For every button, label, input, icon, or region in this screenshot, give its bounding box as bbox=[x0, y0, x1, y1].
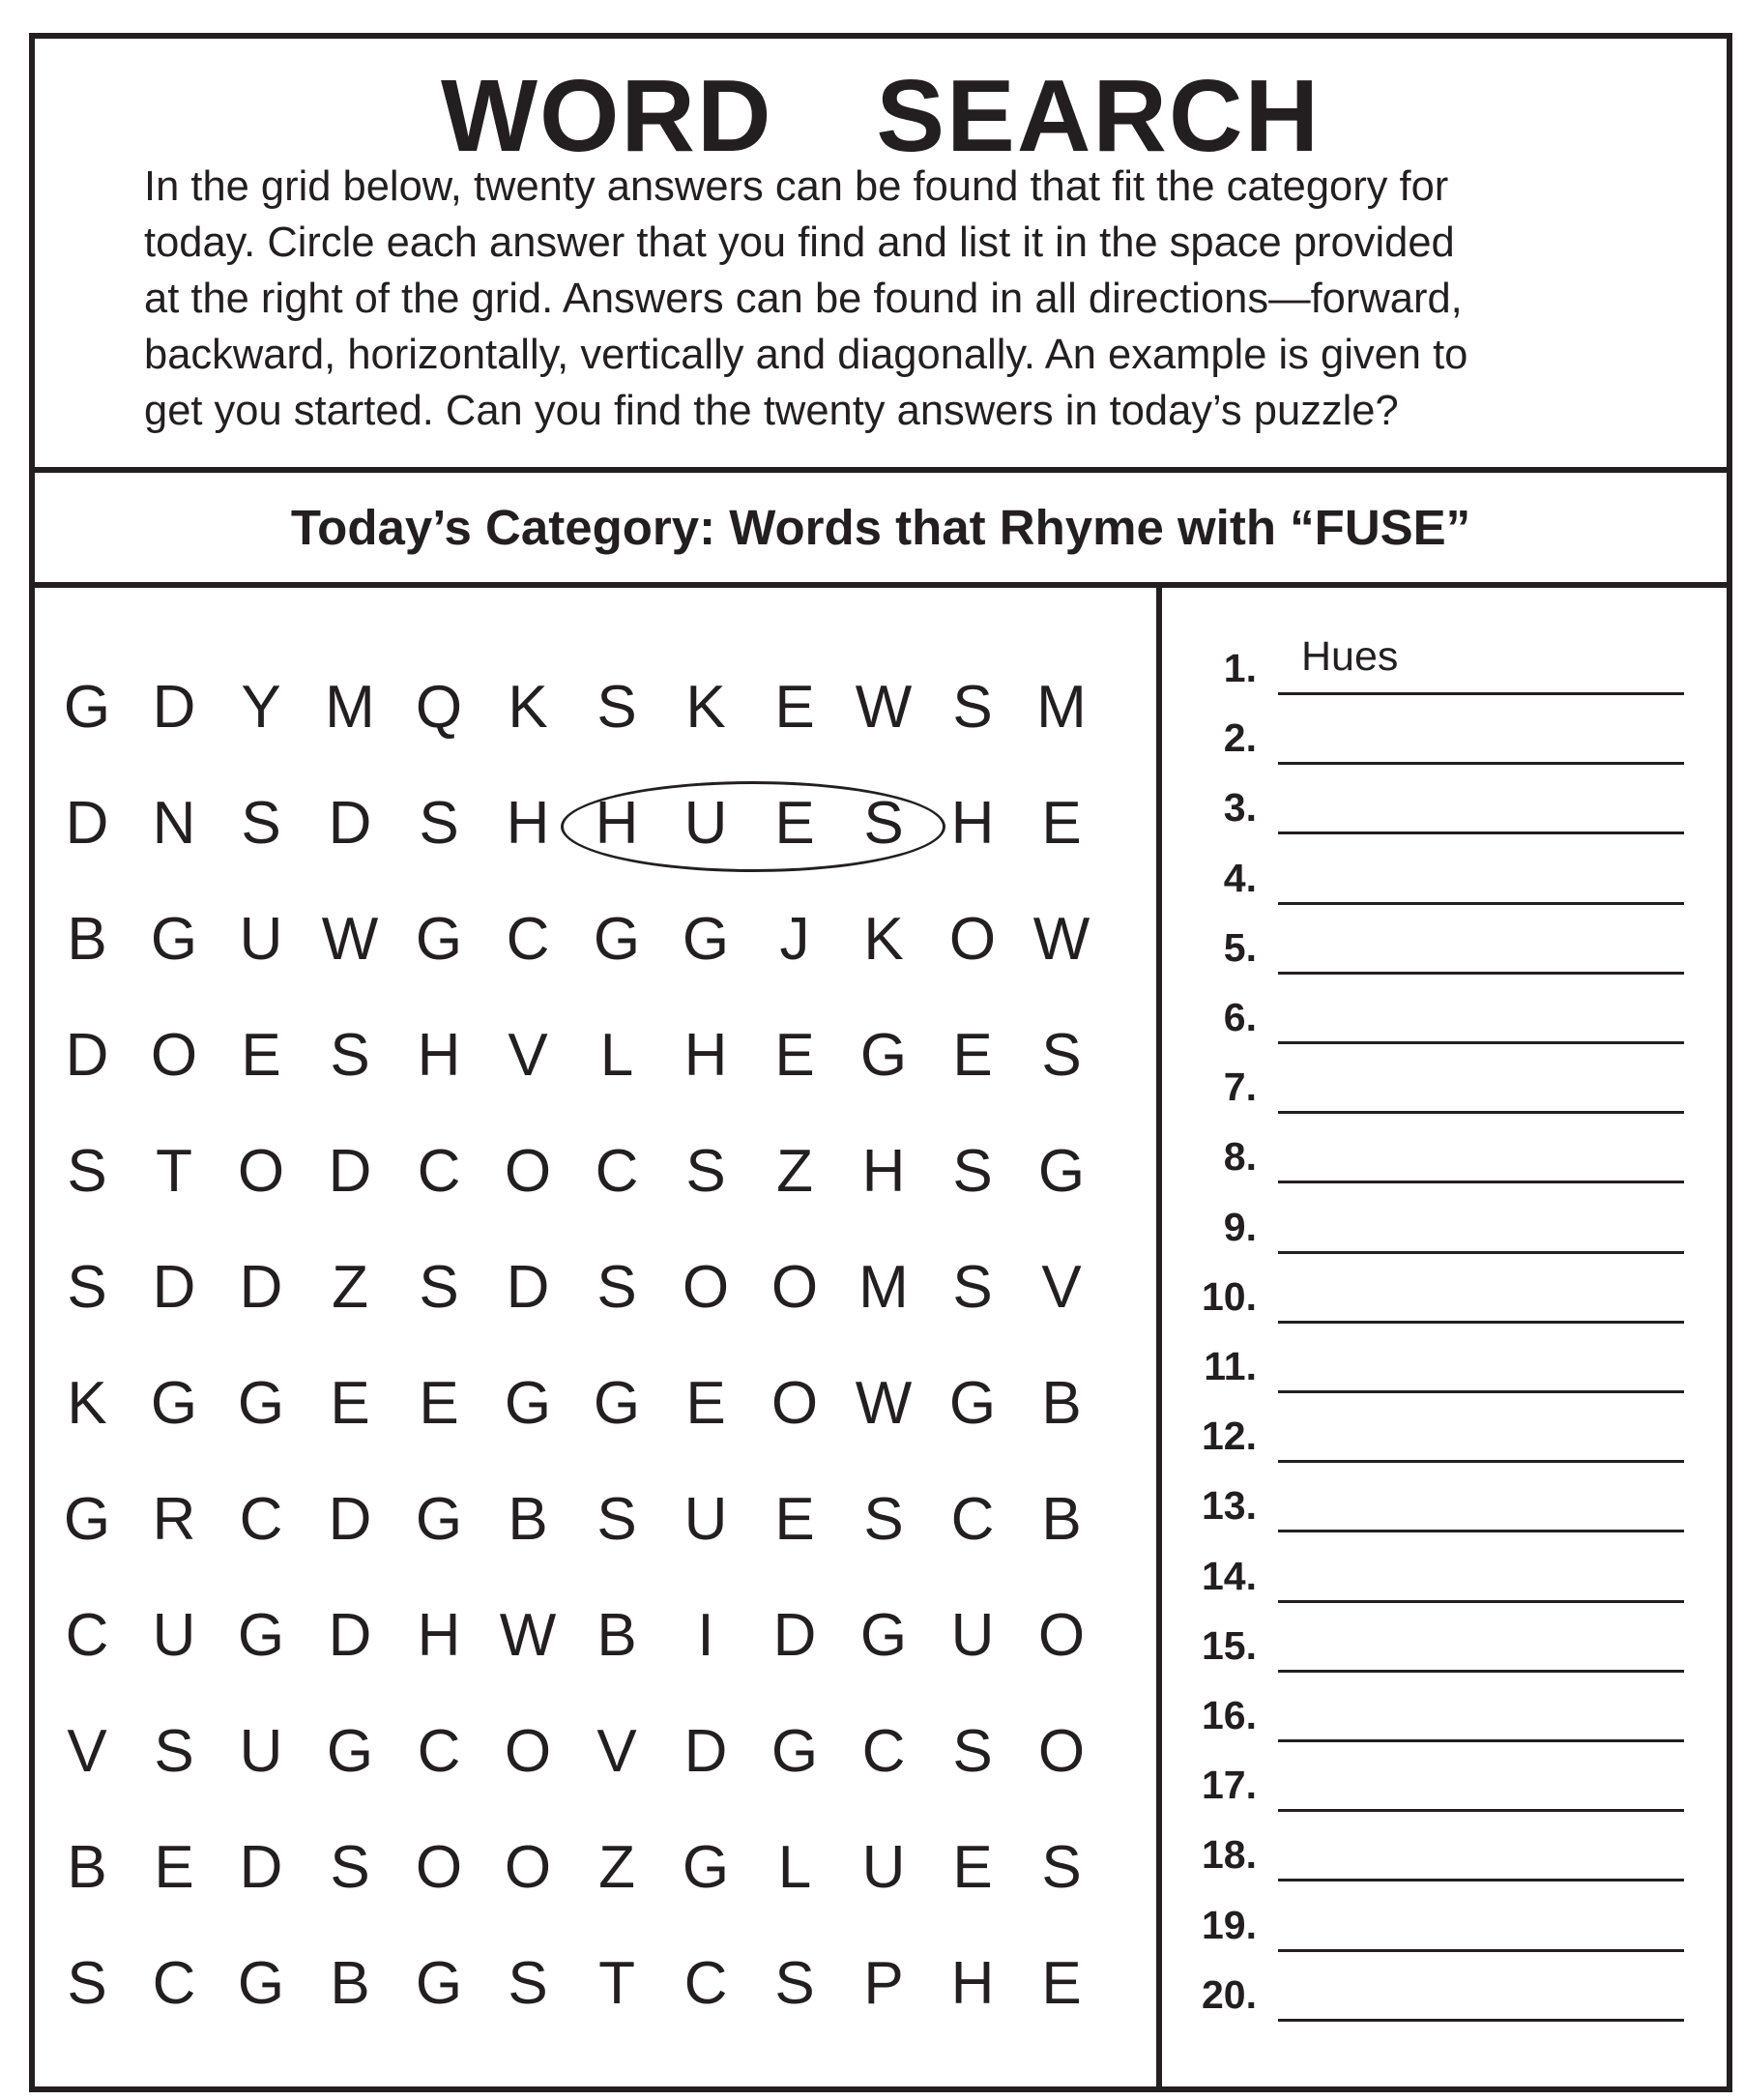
grid-letter: O bbox=[415, 1834, 463, 1901]
answer-blank[interactable] bbox=[1278, 1670, 1684, 1673]
grid-letter: S bbox=[241, 790, 281, 857]
grid-letter: G bbox=[326, 1718, 374, 1785]
grid-letter: H bbox=[950, 790, 995, 857]
answer-number: 20. bbox=[1202, 1971, 1257, 2017]
grid-letter: E bbox=[154, 1834, 194, 1901]
answer-blank[interactable] bbox=[1278, 1600, 1684, 1603]
grid-letter: D bbox=[328, 1602, 372, 1669]
grid-letter: S bbox=[952, 1254, 993, 1321]
grid-letter: S bbox=[863, 790, 904, 857]
grid-letter: G bbox=[948, 1370, 997, 1437]
answer-blank[interactable] bbox=[1278, 2019, 1684, 2022]
grid-letter: Z bbox=[332, 1254, 368, 1321]
answer-number: 18. bbox=[1202, 1832, 1257, 1878]
grid-letter: D bbox=[683, 1718, 728, 1785]
grid-letter: V bbox=[596, 1718, 637, 1785]
answer-number: 16. bbox=[1202, 1693, 1257, 1737]
grid-letter: S bbox=[67, 1254, 107, 1321]
grid-letter: G bbox=[237, 1370, 285, 1437]
grid-letter: B bbox=[596, 1602, 637, 1669]
category-heading: Today’s Category: Words that Rhyme with “FUSE” bbox=[290, 500, 1471, 555]
grid-letter: V bbox=[1041, 1254, 1082, 1321]
grid-letter: G bbox=[593, 906, 641, 973]
grid-letter: T bbox=[156, 1138, 192, 1205]
grid-letter: S bbox=[419, 790, 459, 857]
grid-letter: D bbox=[152, 1254, 196, 1321]
grid-letter: E bbox=[330, 1370, 370, 1437]
grid-letter: V bbox=[508, 1022, 548, 1089]
grid-letter: G bbox=[1037, 1138, 1086, 1205]
answer-blank[interactable] bbox=[1278, 902, 1684, 905]
grid-letter: D bbox=[772, 1602, 817, 1669]
grid-letter: M bbox=[1036, 674, 1087, 741]
grid-letter: O bbox=[948, 906, 997, 973]
grid-letter: U bbox=[683, 790, 728, 857]
answer-blank[interactable] bbox=[1278, 1879, 1684, 1881]
grid-letter: S bbox=[508, 1950, 548, 2017]
grid-letter: O bbox=[504, 1718, 552, 1785]
answer-blank[interactable] bbox=[1278, 1739, 1684, 1742]
grid-letter: O bbox=[504, 1138, 552, 1205]
grid-letter: V bbox=[67, 1718, 107, 1785]
grid-letter: S bbox=[419, 1254, 459, 1321]
instructions-line: In the grid below, twenty answers can be found that fit the category for bbox=[144, 163, 1449, 210]
grid-letter: T bbox=[598, 1950, 635, 2017]
grid-letter: L bbox=[777, 1834, 812, 1901]
grid-letter: B bbox=[1041, 1486, 1082, 1553]
grid-letter: R bbox=[152, 1486, 196, 1553]
grid-letter: Y bbox=[241, 674, 281, 741]
grid-letter: S bbox=[1041, 1022, 1082, 1089]
answer-number: 3. bbox=[1223, 785, 1257, 831]
puzzle-header bbox=[35, 39, 1727, 467]
grid-letter: S bbox=[952, 674, 993, 741]
answer-blank[interactable] bbox=[1278, 762, 1684, 765]
instructions-line: today. Circle each answer that you find and list it in the space provided bbox=[144, 219, 1455, 266]
grid-letter: U bbox=[239, 1718, 283, 1785]
grid-letter: K bbox=[863, 906, 904, 973]
answer-text: Hues bbox=[1301, 633, 1399, 680]
grid-letter: O bbox=[1037, 1718, 1086, 1785]
grid-letter: S bbox=[952, 1138, 993, 1205]
grid-letter: C bbox=[506, 906, 550, 973]
grid-letter: U bbox=[239, 906, 283, 973]
grid-letter: E bbox=[1041, 1950, 1082, 2017]
answer-number: 10. bbox=[1202, 1273, 1257, 1319]
grid-letter: Q bbox=[415, 674, 463, 741]
grid-letter: E bbox=[685, 1370, 726, 1437]
grid-letter: O bbox=[770, 1254, 819, 1321]
grid-letter: S bbox=[330, 1022, 370, 1089]
grid-letter: D bbox=[328, 1486, 372, 1553]
grid-letter: C bbox=[595, 1138, 639, 1205]
grid-letter: O bbox=[504, 1834, 552, 1901]
grid-letter: S bbox=[596, 1486, 637, 1553]
instructions-line: backward, horizontally, vertically and diagonally. An example is given to bbox=[144, 332, 1468, 378]
grid-letter: G bbox=[150, 906, 198, 973]
grid-letter: C bbox=[861, 1718, 906, 1785]
grid-letter: S bbox=[330, 1834, 370, 1901]
grid-letter: C bbox=[152, 1950, 196, 2017]
grid-letter: Z bbox=[598, 1834, 635, 1901]
grid-letter: S bbox=[154, 1718, 194, 1785]
answer-number: 5. bbox=[1223, 924, 1257, 970]
answer-blank[interactable] bbox=[1278, 692, 1684, 695]
answer-number: 15. bbox=[1202, 1622, 1257, 1668]
grid-letter: G bbox=[682, 906, 730, 973]
grid-letter: O bbox=[682, 1254, 730, 1321]
grid-letter: H bbox=[950, 1950, 995, 2017]
answer-blank[interactable] bbox=[1278, 972, 1684, 975]
grid-letter: W bbox=[855, 674, 913, 741]
grid-letter: G bbox=[770, 1718, 819, 1785]
grid-letter: W bbox=[1032, 906, 1090, 973]
grid-letter: D bbox=[65, 790, 109, 857]
grid-letter: M bbox=[858, 1254, 909, 1321]
grid-letter: U bbox=[683, 1486, 728, 1553]
answer-blank[interactable] bbox=[1278, 1949, 1684, 1952]
grid-letter: B bbox=[1041, 1370, 1082, 1437]
answer-number: 11. bbox=[1204, 1344, 1257, 1388]
grid-letter: G bbox=[859, 1022, 908, 1089]
grid-letter: E bbox=[241, 1022, 281, 1089]
answer-blank[interactable] bbox=[1278, 1809, 1684, 1812]
grid-letter: D bbox=[239, 1254, 283, 1321]
puzzle-frame bbox=[29, 33, 1732, 2092]
grid-letter: J bbox=[779, 906, 810, 973]
grid-letter: S bbox=[596, 674, 637, 741]
grid-letter: K bbox=[685, 674, 726, 741]
grid-letter: C bbox=[417, 1138, 461, 1205]
answer-number: 7. bbox=[1223, 1065, 1257, 1110]
grid-letter: H bbox=[417, 1022, 461, 1089]
grid-letter: O bbox=[150, 1022, 198, 1089]
grid-letter: C bbox=[417, 1718, 461, 1785]
grid-letter: G bbox=[415, 1486, 463, 1553]
answer-blank[interactable] bbox=[1278, 1530, 1684, 1532]
answer-blank[interactable] bbox=[1278, 831, 1684, 834]
grid-letter: G bbox=[415, 906, 463, 973]
grid-letter: G bbox=[859, 1602, 908, 1669]
grid-letter: S bbox=[596, 1254, 637, 1321]
grid-letter: O bbox=[237, 1138, 285, 1205]
grid-letter: S bbox=[67, 1950, 107, 2017]
grid-letter: N bbox=[152, 790, 196, 857]
answer-number: 4. bbox=[1223, 855, 1257, 900]
grid-letter: K bbox=[508, 674, 548, 741]
answer-blank[interactable] bbox=[1278, 1111, 1684, 1114]
grid-letter: B bbox=[67, 906, 107, 973]
answer-number: 12. bbox=[1202, 1414, 1257, 1459]
grid-letter: K bbox=[67, 1370, 107, 1437]
grid-letter: P bbox=[863, 1950, 904, 2017]
answer-number: 8. bbox=[1223, 1134, 1257, 1180]
grid-letter: O bbox=[1037, 1602, 1086, 1669]
grid-letter: U bbox=[861, 1834, 906, 1901]
grid-letter: S bbox=[1041, 1834, 1082, 1901]
grid-letter: E bbox=[774, 1486, 815, 1553]
grid-letter: H bbox=[861, 1138, 906, 1205]
grid-letter: S bbox=[952, 1718, 993, 1785]
answer-number: 1. bbox=[1223, 646, 1257, 690]
grid-letter: U bbox=[950, 1602, 995, 1669]
grid-letter: W bbox=[321, 906, 379, 973]
answer-blank[interactable] bbox=[1278, 1251, 1684, 1254]
answer-blank[interactable] bbox=[1278, 1321, 1684, 1324]
grid-letter: S bbox=[774, 1950, 815, 2017]
letter-grid bbox=[35, 588, 1156, 2086]
answer-number: 9. bbox=[1223, 1204, 1257, 1249]
grid-letter: W bbox=[855, 1370, 913, 1437]
grid-letter: B bbox=[330, 1950, 370, 2017]
grid-letter: G bbox=[63, 674, 111, 741]
grid-letter: H bbox=[595, 790, 639, 857]
grid-letter: B bbox=[508, 1486, 548, 1553]
grid-letter: G bbox=[237, 1602, 285, 1669]
example-word-circle bbox=[561, 781, 945, 872]
grid-letter: C bbox=[239, 1486, 283, 1553]
instructions-line: at the right of the grid. Answers can be found in all directions—forward, bbox=[144, 276, 1463, 322]
grid-letter: H bbox=[506, 790, 550, 857]
answer-number: 6. bbox=[1223, 995, 1257, 1039]
grid-letter: D bbox=[152, 674, 196, 741]
grid-letter: I bbox=[697, 1602, 714, 1669]
page-title: WORD SEARCH bbox=[440, 59, 1322, 173]
answer-number: 17. bbox=[1202, 1763, 1257, 1808]
grid-letter: E bbox=[952, 1022, 993, 1089]
grid-letter: C bbox=[683, 1950, 728, 2017]
answer-number: 14. bbox=[1202, 1553, 1257, 1598]
grid-letter: G bbox=[682, 1834, 730, 1901]
answer-number: 2. bbox=[1223, 715, 1257, 761]
grid-letter: G bbox=[593, 1370, 641, 1437]
grid-letter: G bbox=[237, 1950, 285, 2017]
answer-blank[interactable] bbox=[1278, 1460, 1684, 1463]
answer-blank[interactable] bbox=[1278, 1390, 1684, 1393]
grid-letter: S bbox=[67, 1138, 107, 1205]
grid-letter: E bbox=[419, 1370, 459, 1437]
answer-blank[interactable] bbox=[1278, 1181, 1684, 1183]
grid-letter: G bbox=[504, 1370, 552, 1437]
grid-letter: S bbox=[863, 1486, 904, 1553]
grid-letter: M bbox=[325, 674, 375, 741]
grid-letter: D bbox=[65, 1022, 109, 1089]
answer-number: 13. bbox=[1202, 1483, 1257, 1529]
grid-letter: D bbox=[328, 790, 372, 857]
grid-letter: E bbox=[774, 790, 815, 857]
grid-letter: Z bbox=[776, 1138, 813, 1205]
grid-letter: D bbox=[239, 1834, 283, 1901]
grid-letter: D bbox=[506, 1254, 550, 1321]
grid-letter: U bbox=[152, 1602, 196, 1669]
grid-letter: E bbox=[952, 1834, 993, 1901]
instructions-line: get you started. Can you find the twenty answers in today’s puzzle? bbox=[144, 388, 1399, 434]
grid-letter: C bbox=[950, 1486, 995, 1553]
grid-letter: E bbox=[1041, 790, 1082, 857]
grid-letter: G bbox=[150, 1370, 198, 1437]
grid-letter: E bbox=[774, 1022, 815, 1089]
grid-letter: B bbox=[67, 1834, 107, 1901]
grid-letter: G bbox=[63, 1486, 111, 1553]
grid-letter: H bbox=[683, 1022, 728, 1089]
instructions bbox=[144, 159, 1671, 439]
grid-letter: D bbox=[328, 1138, 372, 1205]
grid-letter: C bbox=[65, 1602, 109, 1669]
answer-list bbox=[1162, 588, 1727, 2086]
answer-number: 19. bbox=[1202, 1902, 1257, 1947]
grid-letter: E bbox=[774, 674, 815, 741]
grid-letter: W bbox=[499, 1602, 557, 1669]
answer-blank[interactable] bbox=[1278, 1041, 1684, 1044]
grid-letter: S bbox=[685, 1138, 726, 1205]
grid-letter: G bbox=[415, 1950, 463, 2017]
grid-letter: H bbox=[417, 1602, 461, 1669]
grid-letter: L bbox=[599, 1022, 634, 1089]
grid-letter: O bbox=[770, 1370, 819, 1437]
